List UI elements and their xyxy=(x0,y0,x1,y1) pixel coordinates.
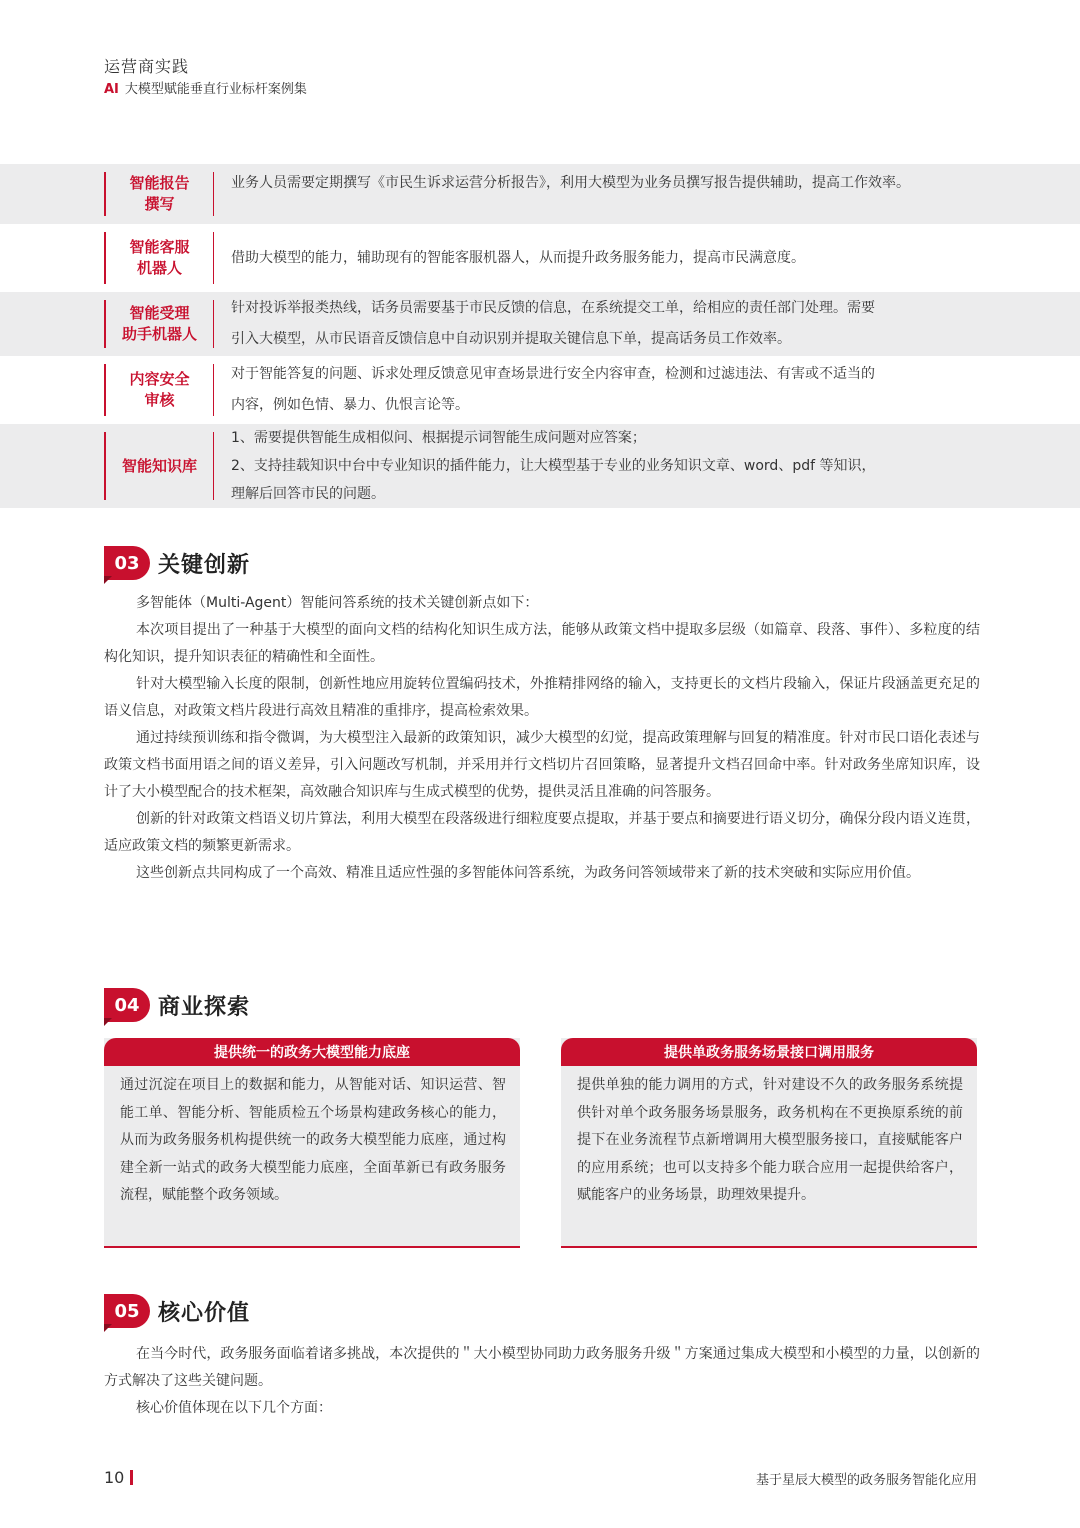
row-label: 智能受理 助手机器人 xyxy=(104,300,214,348)
section-number-badge: 03 xyxy=(104,546,150,580)
section-heading-03 xyxy=(104,545,250,581)
table-row xyxy=(0,292,1080,356)
paragraph: 这些创新点共同构成了一个高效、精准且适应性强的多智能体问答系统，为政务问答领域带来了新的技术突破和实际应用价值。 xyxy=(136,865,920,881)
section-heading-05 xyxy=(104,1293,250,1329)
section-number-badge: 05 xyxy=(104,1294,150,1328)
row-label: 智能报告 撰写 xyxy=(104,172,214,216)
section-title: 商业探索 xyxy=(158,994,251,1020)
paragraph: 本次项目提出了一种基于大模型的面向文档的结构化知识生成方法，能够从政策文档中提取多层级（如篇章、段落、事件）、多粒度的结构化知识，提升知识表征的精确性和全面性。 xyxy=(104,622,980,665)
row-label: 智能知识库 xyxy=(104,432,214,500)
ai-mark: AI xyxy=(104,82,119,97)
publication-subtitle xyxy=(104,78,307,97)
business-card-single xyxy=(561,1038,977,1248)
table-row xyxy=(0,424,1080,508)
section-05-body xyxy=(104,1341,980,1422)
footer-title: 基于星辰大模型的政务服务智能化应用 xyxy=(755,1473,977,1488)
row-description: 1、需要提供智能生成相似问、根据提示词智能生成问题对应答案； 2、支持挂载知识中台中专业知识的插件能力，让大模型基于专业的业务知识文章、word、pdf 等知识， 理解后回答市民的问题。 xyxy=(231,430,876,502)
section-heading-04 xyxy=(104,987,250,1023)
publication-title: 运营商实践 xyxy=(104,57,190,76)
row-description: 针对投诉举报类热线，话务员需要基于市民反馈的信息，在系统提交工单，给相应的责任部门处理。需要 引入大模型，从市民语音反馈信息中自动识别并提取关键信息下单，提高话务员工作效率。 xyxy=(231,300,875,347)
card-body: 提供单独的能力调用的方式，针对建设不久的政务服务系统提供针对单个政务服务场景服务，政务机构在不更换原系统的前提下在业务流程节点新增调用大模型服务接口，直接赋能客户的应用系统；也可以支持多个能力联合应用一起提供给客户，赋能客户的业务场景，助理效果提升。 xyxy=(577,1077,963,1203)
page-number-bar xyxy=(130,1470,133,1485)
paragraph: 在当今时代，政务服务面临着诸多挑战，本次提供的＂大小模型协同助力政务服务升级＂方案通过集成大模型和小模型的力量，以创新的方式解决了这些关键问题。 xyxy=(104,1346,980,1389)
subtitle-text: 大模型赋能垂直行业标杆案例集 xyxy=(124,82,307,97)
row-label: 内容安全 审核 xyxy=(104,364,214,416)
row-description: 业务人员需要定期撰写《市民生诉求运营分析报告》，利用大模型为业务员撰写报告提供辅助，提高工作效率。 xyxy=(231,175,910,191)
table-row xyxy=(0,224,1080,292)
section-03-body xyxy=(104,590,980,887)
paragraph: 核心价值体现在以下几个方面： xyxy=(136,1400,332,1416)
scenario-table xyxy=(0,164,1080,508)
page-number: 10 xyxy=(104,1468,133,1487)
section-title: 核心价值 xyxy=(158,1300,251,1326)
paragraph: 针对大模型输入长度的限制，创新性地应用旋转位置编码技术，外推精排网络的输入，支持更长的文档片段输入，保证片段涵盖更充足的语义信息，对政策文档片段进行高效且精准的重排序，提高检索效果。 xyxy=(104,676,980,719)
table-row xyxy=(0,356,1080,424)
paragraph: 通过持续预训练和指令微调，为大模型注入最新的政策知识，减少大模型的幻觉，提高政策理解与回复的精准度。针对市民口语化表述与政策文档书面用语之间的语义差异，引入问题改写机制，并采用并行文档切片召回策略，显著提升文档召回命中率。针对政务坐席知识库，设计了大小模型配合的技术框架，高效融合知识库与生成式模型的优势，提供灵活且准确的问答服务。 xyxy=(104,730,980,800)
row-description: 对于智能答复的问题、诉求处理反馈意见审查场景进行安全内容审查，检测和过滤违法、有害或不适当的 内容，例如色情、暴力、仇恨言论等。 xyxy=(231,366,875,413)
card-body: 通过沉淀在项目上的数据和能力，从智能对话、知识运营、智能工单、智能分析、智能质检五个场景构建政务核心的能力，从而为政务服务机构提供统一的政务大模型能力底座，通过构建全新一站式的政务大模型能力底座，全面革新已有政务服务流程，赋能整个政务领域。 xyxy=(120,1077,506,1203)
paragraph: 多智能体（Multi-Agent）智能问答系统的技术关键创新点如下： xyxy=(136,595,539,611)
row-description: 借助大模型的能力，辅助现有的智能客服机器人，从而提升政务服务能力，提高市民满意度。 xyxy=(231,249,805,266)
card-title: 提供统一的政务大模型能力底座 xyxy=(104,1038,520,1066)
section-number-badge: 04 xyxy=(104,988,150,1022)
row-label: 智能客服 机器人 xyxy=(104,232,214,284)
card-title: 提供单政务服务场景接口调用服务 xyxy=(561,1038,977,1066)
business-card-unified xyxy=(104,1038,520,1248)
table-row xyxy=(0,164,1080,224)
paragraph: 创新的针对政策文档语义切片算法，利用大模型在段落级进行细粒度要点提取，并基于要点和摘要进行语义切分，确保分段内语义连贯，适应政策文档的频繁更新需求。 xyxy=(104,811,980,854)
section-title: 关键创新 xyxy=(158,552,251,578)
